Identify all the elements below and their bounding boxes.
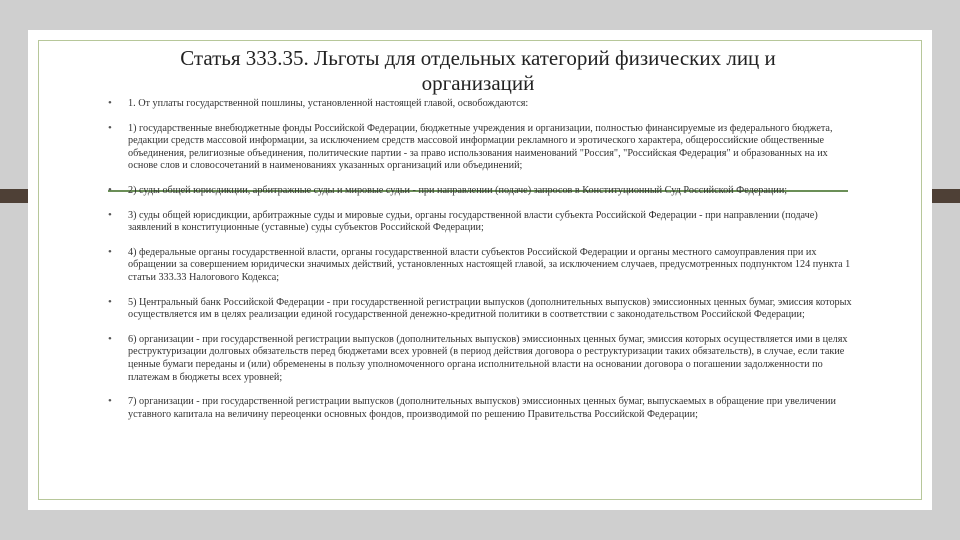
left-decor-stripe — [0, 189, 28, 203]
list-item — [106, 247, 858, 285]
bullet-icon: • — [108, 121, 112, 134]
bullet-icon: • — [108, 295, 112, 308]
list-item — [106, 98, 858, 111]
slide-title: Статья 333.35. Льготы для отдельных категорий физических лиц и организаций — [180, 46, 776, 95]
list-item — [106, 334, 858, 384]
bullet-icon: • — [108, 208, 112, 221]
list-item — [106, 396, 858, 421]
list-item — [106, 123, 858, 173]
list-item-text: 6) организации - при государственной регистрации выпусков (дополнительных выпусков) эмиссионных ценных бумаг, эмиссия которых осуществляется ими в целях реструктуризации долговых обязательств перед бюджетами всех уровней (в период действия договора о реструктуризации таких обязательств), в случае, если такие ценные бумаги переданы и (или) обременены в пользу уполномоченного органа исполнительной власти на основании договора о погашении задолженности по платежам в бюджеты всех уровней; — [128, 333, 848, 383]
list-item-text: 4) федеральные органы государственной власти, органы государственной власти субъектов Российской Федерации и органы местного самоуправления при их обращении за совершением юридически значимых действий, установленных настоящей главой, за исключением случаев, предусмотренных подпунктом 124 пункта 1 статьи 333.33 Налогового Кодекса; — [128, 246, 851, 283]
list-item-text: 7) организации - при государственной регистрации выпусков (дополнительных выпусков) эмиссионных ценных бумаг, выпускаемых в обращение при увеличении уставного капитала на величину переоценки основных фондов, производимой по решению Правительства Российской Федерации; — [128, 396, 836, 420]
list-item-text: 1. От уплаты государственной пошлины, установленной настоящей главой, освобождаются: — [128, 98, 529, 109]
bullet-icon: • — [108, 245, 112, 258]
list-item — [106, 210, 858, 235]
list-item-text: 5) Центральный банк Российской Федерации - при государственной регистрации выпусков (дополнительных выпусков) эмиссионных ценных бумаг, эмиссия которых осуществляется им в целях реализации единой государственной денежно-кредитной политики в соответствии с законодательством Российской Федерации; — [128, 296, 852, 321]
list-item — [106, 185, 858, 198]
bullet-icon: • — [108, 332, 112, 345]
bullet-icon: • — [108, 183, 112, 196]
list-item-text: 1) государственные внебюджетные фонды Российской Федерации, бюджетные учреждения и организации, полностью финансируемые из федерального бюджета, редакции средств массовой информации, за исключением средств массовой информации рекламного и эротического характера, общероссийские общественные объединения, религиозные объединения, политические партии - за право использования наименований "Россия", "Российская Федерация" и образованных на их основе слов и словосочетаний в наименованиях указанных организаций или объединений; — [128, 122, 833, 172]
bullet-icon: • — [108, 97, 112, 109]
list-item-text: 3) суды общей юрисдикции, арбитражные суды и мировые судьи, органы государственной власти субъекта Российской Федерации - при направлении (подаче) заявлений в конституционные (уставные) суды субъектов Российской Федерации; — [128, 209, 818, 234]
slide-content — [106, 98, 858, 433]
bullet-icon: • — [108, 395, 112, 408]
slide — [28, 30, 932, 510]
right-decor-stripe — [932, 189, 960, 203]
list-item — [106, 297, 858, 322]
list-item-text: 2) суды общей юрисдикции, арбитражные суды и мировые судьи - при направлении (подаче) запросов в Конституционный Суд Российской Федерации; — [128, 184, 788, 196]
